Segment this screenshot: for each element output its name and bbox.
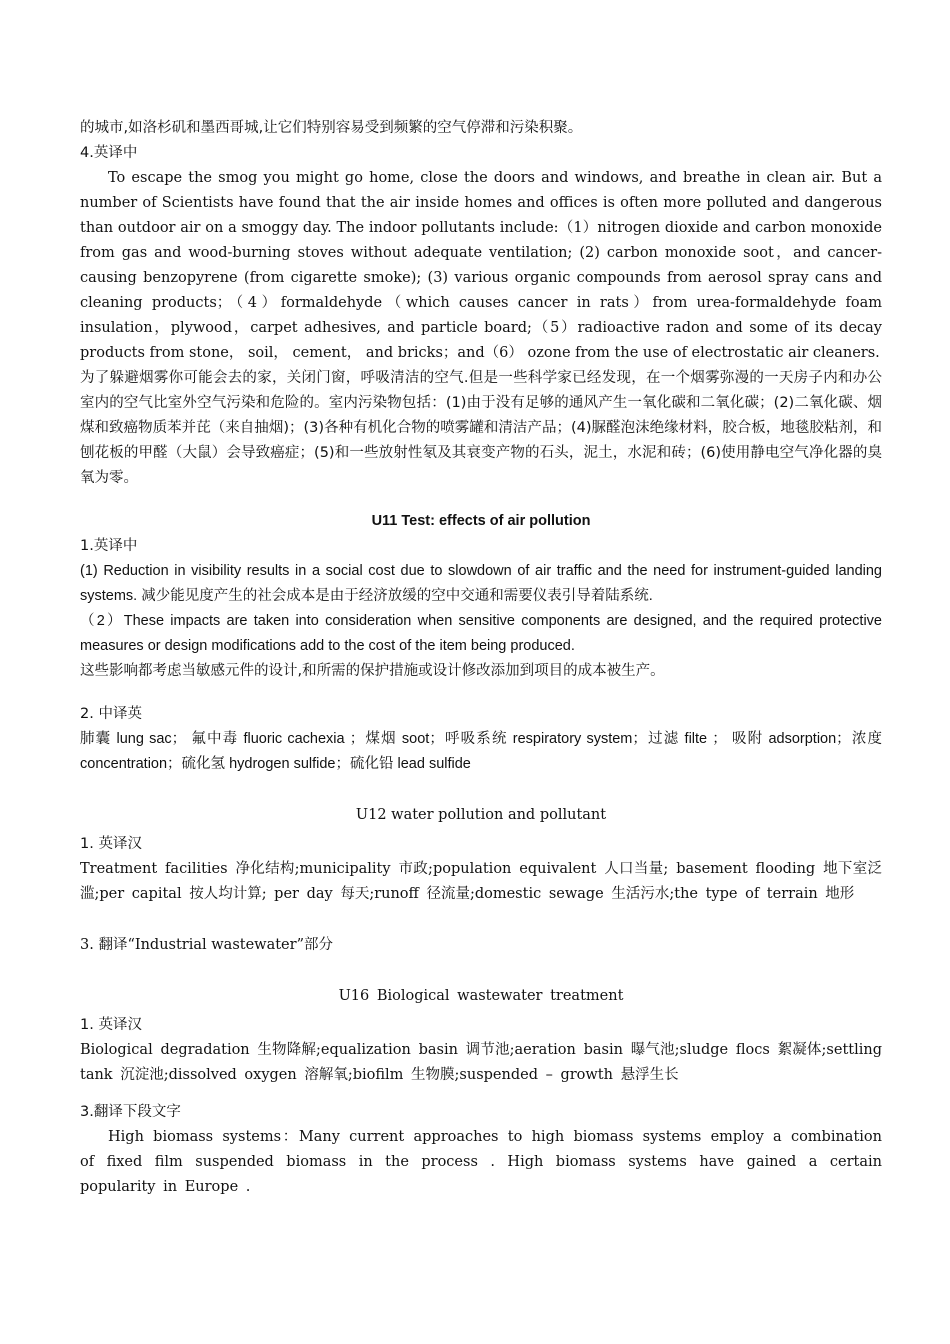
u11-q2-terms: 肺囊 lung sac； 氟中毒 fluoric cachexia ；煤烟 soot；呼吸系统 respiratory system；过滤 filte ； 吸附 adsorption；浓度 concentration；硫化氢 hydrogen sulfide；硫化铅 lead sulfide: [80, 731, 882, 772]
section4-chinese-translation: 为了躲避烟雾你可能会去的家，关闭门窗，呼吸清洁的空气.但是一些科学家已经发现，在一个烟雾弥漫的一天房子内和办公室内的空气比室外空气污染和危险的。室内污染物包括：(1)由于没有足够的通风产生一氧化碳和二氧化碳；(2)二氧化碳、烟煤和致癌物质苯并芘（来自抽烟)；(3)各种有机化合物的喷雾罐和清洁产品；(4)脲醛泡沫绝缘材料，胶合板，地毯胶粘剂，和刨花板的甲醛（大鼠）会导致癌症；(5)和一些放射性氡及其衰变产物的石头，泥土，水泥和砖；(6)使用静电空气净化器的臭氧为零。: [80, 370, 882, 486]
u16-title: U16 Biological wastewater treatment: [338, 988, 624, 1004]
section4-english-paragraph: To escape the smog you might go home, close the doors and windows, and breathe in clean air. But a number of Scientists have found that the air inside homes and offices is often more polluted and dangerous than outdoor air on a smoggy day. The indoor pollutants include:（1）nitrogen dioxide and carbon monoxide from gas and wood-burning stoves without adequate ventilation; (2) carbon monoxide soot，and cancer-causing benzopyrene (from cigarette smoke); (3) various organic compounds from aerosol spray cans and cleaning products；（4）formaldehyde（which causes cancer in rats）from urea-formaldehyde foam insulation，plywood，carpet adhesives, and particle board;（5）radioactive radon and some of its decay products from stone， soil， cement， and bricks；and（6） ozone from the use of electrostatic air cleaners.: [80, 170, 882, 361]
section4-heading: 4.英译中: [80, 145, 138, 161]
spacer: [80, 777, 882, 803]
u12-q1-terms: Treatment facilities 净化结构;municipality 市政;population equivalent 人口当量; basement flooding 地下室泛滥;per capital 按人均计算; per day 每天;runoff 径流量;domestic sewage 生活污水;the type of terrain 地形: [80, 861, 882, 902]
u12-title: U12 water pollution and pollutant: [355, 807, 607, 823]
spacer: [80, 1088, 882, 1100]
u11-q1-item2-translation: 这些影响都考虑当敏感元件的设计,和所需的保护措施或设计修改添加到项目的成本被生产。: [80, 663, 665, 679]
u16-q3-heading: 3.翻译下段文字: [80, 1104, 181, 1120]
u11-q2-heading: 2. 中译英: [80, 706, 142, 722]
intro-line: 的城市,如洛杉矶和墨西哥城,让它们特别容易受到频繁的空气停滞和污染积聚。: [80, 120, 583, 136]
u12-q1-heading: 1. 英译汉: [80, 836, 142, 852]
u16-q3-text: High biomass systems：Many current approaches to high biomass systems employ a combination of fixed film suspended biomass in the process . High biomass systems have gained a certain popularity in Europe .: [80, 1129, 882, 1195]
spacer: [80, 958, 882, 984]
u12-q3-heading: 3. 翻译“Industrial wastewater”部分: [80, 937, 333, 953]
u16-q1-terms: Biological degradation 生物降解;equalization basin 调节池;aeration basin 曝气池;sludge flocs 絮凝体;settling tank 沉淀池;dissolved oxygen 溶解氧;biofilm 生物膜;suspended – growth 悬浮生长: [80, 1042, 882, 1083]
spacer: [80, 491, 882, 509]
u11-q1-heading: 1.英译中: [80, 538, 138, 554]
document-page: [80, 116, 882, 1200]
u11-q1-item1: (1) Reduction in visibility results in a social cost due to slowdown of air traffic and the need for instrument-guided landing systems. 减少能见度产生的社会成本是由于经济放缓的空中交通和需要仪表引导着陆系统.: [80, 563, 882, 604]
u11-title: U11 Test: effects of air pollution: [371, 513, 591, 529]
spacer: [80, 684, 882, 702]
u16-q1-heading: 1. 英译汉: [80, 1017, 142, 1033]
u11-q1-item2: （2）These impacts are taken into consideration when sensitive components are designed, and the required protective measures or design modifications add to the cost of the item being produced.: [80, 613, 882, 654]
spacer: [80, 907, 882, 933]
